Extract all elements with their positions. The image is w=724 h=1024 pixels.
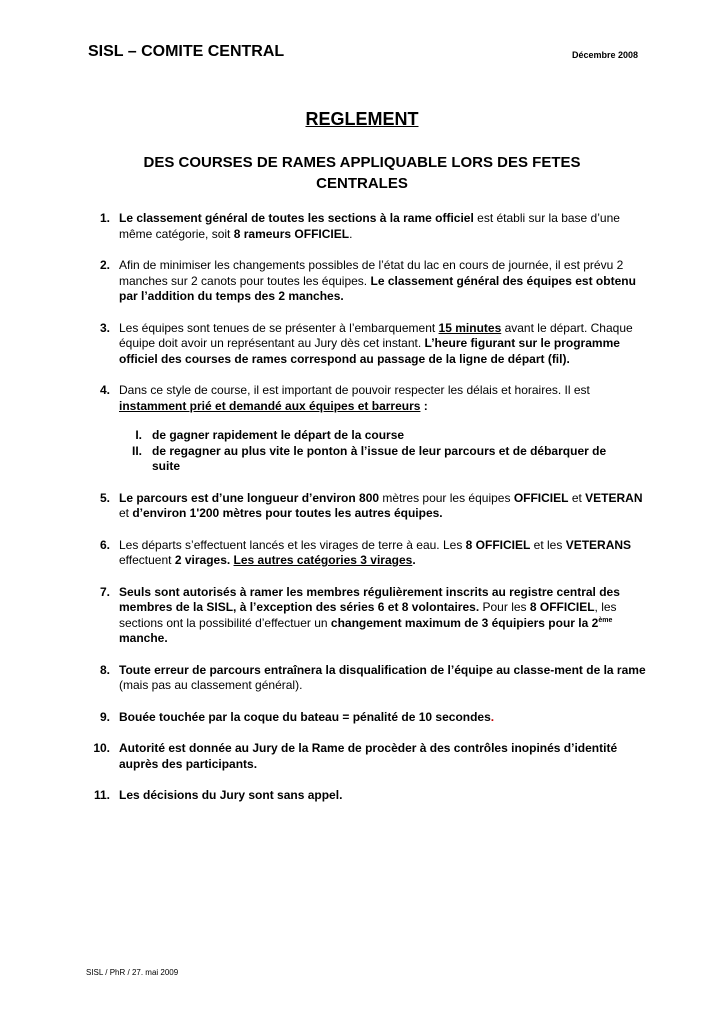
rule-subitem-number: I. (135, 428, 142, 442)
rule-text-segment: . (490, 709, 495, 724)
rule-subitem (0, 444, 724, 475)
rule-text-segment: et les (530, 537, 566, 552)
rule-item (0, 383, 724, 475)
rule-text-segment: Le parcours est d’une longueur d’environ 800 (119, 490, 380, 505)
footer-reference: SISL / PhR / 27. mai 2009 (86, 968, 179, 977)
rule-text-segment: L’heure figurant sur le programme officiel des courses de rames correspond au passage de la ligne de départ (fil). (119, 336, 620, 366)
rule-text-segment: Afin de minimiser les changements possibles de l’état du lac en cours de journée, il est prévu 2 manches sur 2 canots pour toutes les équipes. (119, 258, 624, 288)
document-subtitle: DES COURSES DE RAMES APPLIQUABLE LORS DES FETES CENTRALES (143, 154, 581, 192)
rule-text-segment: 8 OFFICIEL (465, 537, 531, 552)
header-date: Décembre 2008 (571, 50, 638, 60)
rule-text (119, 383, 651, 414)
rule-item (0, 710, 724, 726)
rule-number: 11. (93, 788, 110, 802)
rule-text-segment: et (119, 506, 133, 520)
rule-text-segment: d’environ 1'200 mètres pour toutes les autres équipes. (132, 506, 443, 520)
rule-text (119, 663, 651, 694)
rule-number: 1. (99, 211, 110, 225)
header-organization: SISL – COMITE CENTRAL (88, 43, 285, 60)
rule-text-segment: OFFICIEL (513, 490, 569, 505)
rule-item (0, 663, 724, 694)
rule-text-segment: VETERANS (565, 537, 632, 552)
rule-text-segment: (mais pas au classement général). (119, 678, 303, 692)
rule-number: 2. (99, 258, 110, 272)
rule-number: 9. (99, 709, 110, 724)
rule-number: 6. (99, 537, 110, 552)
rule-text-segment: mètres pour les équipes (379, 490, 514, 505)
rule-text-segment: effectuent (119, 553, 175, 567)
rule-text-segment: Les autres catégories 3 virages (233, 553, 413, 567)
rule-text-segment: est établi sur la base d’une même catégorie, soit (119, 211, 620, 241)
rule-text-segment: . (349, 226, 353, 241)
rule-text-segment: Pour les (479, 600, 530, 614)
rule-text-segment: et (568, 490, 586, 505)
rule-text-segment: Seuls sont autorisés à ramer les membres régulièrement inscrits au registre central des membres de la SISL, à l’exception des séries 6 et 8 volontaires. (119, 584, 620, 614)
rule-item (0, 538, 724, 569)
rule-item (0, 788, 724, 804)
rule-text-segment: Bouée touchée par la coque du bateau = pénalité de 10 secondes (119, 709, 491, 724)
rule-text (119, 710, 651, 726)
rule-number: 8. (99, 662, 110, 677)
rule-text (119, 491, 651, 522)
rule-text-segment: Toute erreur de parcours entraînera la disqualification de l’équipe au classe-ment de la rame (119, 662, 646, 677)
rule-text (119, 538, 651, 569)
rule-text-segment: 8 OFFICIEL (529, 600, 595, 614)
rule-item (0, 321, 724, 368)
rule-text (119, 788, 651, 804)
rule-subitem (0, 428, 724, 444)
rule-text-segment: Le classement général des équipes est obtenu par l’addition du temps des 2 manches. (119, 273, 636, 303)
rule-text (119, 211, 651, 242)
rule-subitem-number: II. (131, 443, 142, 458)
rule-text (119, 585, 651, 647)
rule-number: 5. (99, 490, 110, 505)
rule-text-segment: 8 rameurs OFFICIEL (233, 226, 350, 241)
rule-text-segment: Les décisions du Jury sont sans appel. (119, 788, 343, 802)
rule-text-segment: changement maximum de 3 équipiers pour la 2 (330, 615, 599, 630)
rule-text-segment: Les départs s’effectuent lancés et les virages de terre à eau. Les (119, 537, 466, 552)
rule-text-segment: avant le départ. Chaque équipe doit avoir un représentant au Jury dès cet instant. (119, 320, 633, 350)
rule-text-segment: , les sections ont la possibilité d’effectuer un (119, 600, 617, 630)
rule-item (0, 585, 724, 647)
rule-text-segment: : (420, 398, 428, 413)
rule-number: 10. (93, 741, 110, 755)
rule-text-segment: Le classement général de toutes les sections à la rame officiel (119, 211, 474, 225)
rule-text-segment: Les équipes sont tenues de se présenter à l’embarquement (119, 320, 439, 335)
rule-text-segment: . (412, 553, 416, 567)
rule-text-segment: 2 virages. (174, 553, 231, 567)
rule-text (119, 321, 651, 368)
rule-number: 7. (99, 584, 110, 599)
document-title: REGLEMENT (305, 109, 419, 129)
rule-item (0, 491, 724, 522)
rule-item (0, 258, 724, 305)
rule-text-segment: VETERAN (585, 490, 643, 505)
rule-number: 4. (99, 383, 110, 397)
rule-text-segment: Autorité est donnée au Jury de la Rame de procèder à des contrôles inopinés d’identité auprès des participants. (119, 741, 618, 771)
rule-subitems (0, 428, 724, 475)
rule-text-segment: manche. (119, 631, 168, 645)
rule-subitem-text: de regagner au plus vite le ponton à l’issue de leur parcours et de débarquer de suite (152, 443, 607, 473)
rule-subitem-text: de gagner rapidement le départ de la course (152, 428, 405, 442)
rule-text-segment: ème (598, 616, 613, 624)
rule-text-segment: 15 minutes (438, 320, 502, 335)
rule-item (0, 741, 724, 772)
rule-text (119, 741, 651, 772)
rule-text-segment: instamment prié et demandé aux équipes et barreurs (119, 398, 421, 413)
rule-text (119, 258, 651, 305)
rules-list (0, 211, 724, 820)
rule-item (0, 211, 724, 242)
rule-number: 3. (99, 320, 110, 335)
rule-text-segment: Dans ce style de course, il est important de pouvoir respecter les délais et horaires. Il est (119, 383, 590, 397)
